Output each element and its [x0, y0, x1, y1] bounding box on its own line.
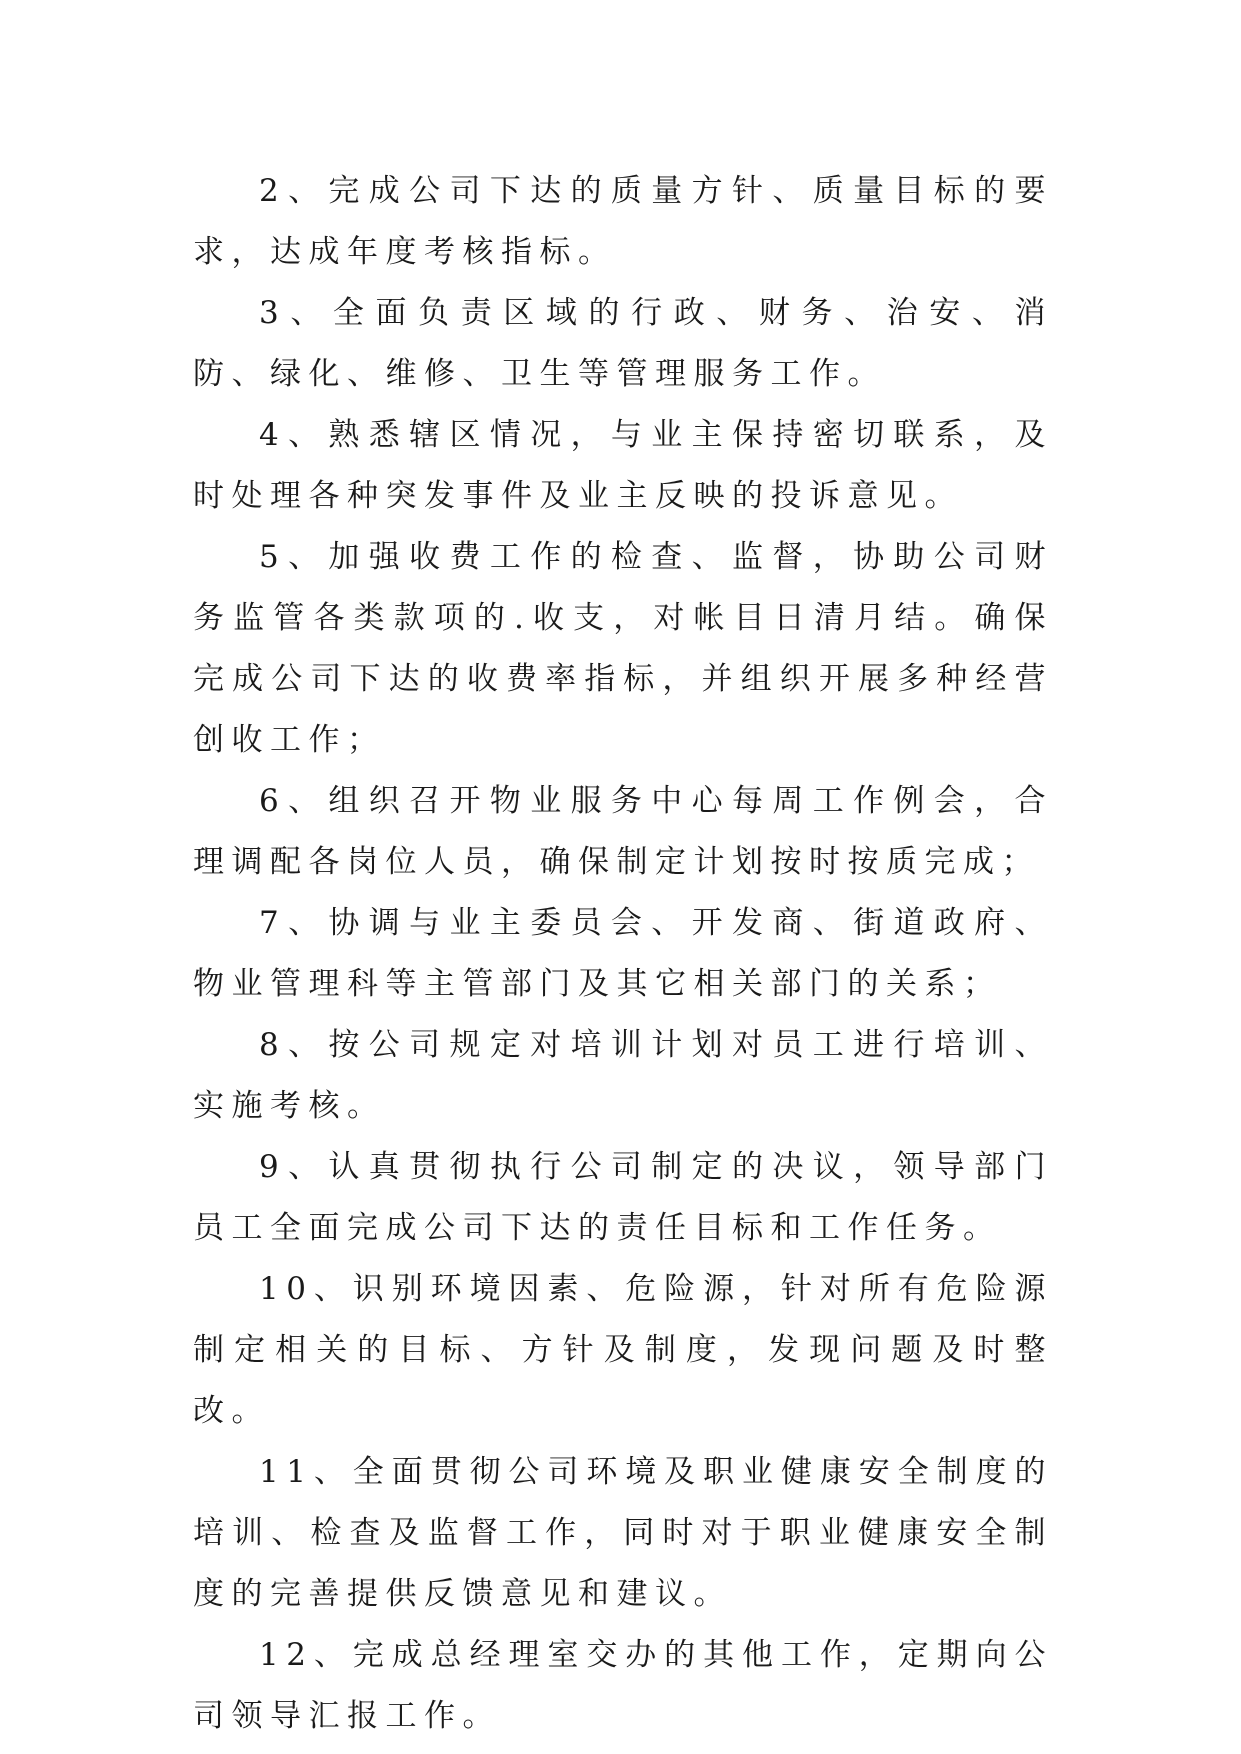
duty-item-10: 10、识别环境因素、危险源，针对所有危险源制定相关的目标、方针及制度，发现问题及时整改。 — [193, 1271, 1053, 1429]
duty-item-4: 4、熟悉辖区情况，与业主保持密切联系，及时处理各种突发事件及业主反映的投诉意见。 — [193, 417, 1053, 514]
duty-item-7: 7、协调与业主委员会、开发商、街道政府、物业管理科等主管部门及其它相关部门的关系； — [193, 905, 1053, 1002]
duty-item-11: 11、全面贯彻公司环境及职业健康安全制度的培训、检查及监督工作，同时对于职业健康安全制度的完善提供反馈意见和建议。 — [193, 1454, 1053, 1612]
duty-item-5: 5、加强收费工作的检查、监督，协助公司财务监管各类款项的.收支，对帐目日清月结。确保完成公司下达的收费率指标，并组织开展多种经营创收工作； — [193, 539, 1053, 758]
document-body — [193, 161, 1053, 1747]
duty-item-12: 12、完成总经理室交办的其他工作，定期向公司领导汇报工作。 — [193, 1637, 1053, 1734]
duty-item-8: 8、按公司规定对培训计划对员工进行培训、实施考核。 — [193, 1027, 1053, 1124]
duty-item-9: 9、认真贯彻执行公司制定的决议，领导部门员工全面完成公司下达的责任目标和工作任务。 — [193, 1149, 1053, 1246]
duty-item-2: 2、完成公司下达的质量方针、质量目标的要求，达成年度考核指标。 — [193, 173, 1053, 270]
duty-item-3: 3、全面负责区域的行政、财务、治安、消防、绿化、维修、卫生等管理服务工作。 — [193, 295, 1053, 392]
duty-item-6: 6、组织召开物业服务中心每周工作例会，合理调配各岗位人员，确保制定计划按时按质完成； — [193, 783, 1053, 880]
